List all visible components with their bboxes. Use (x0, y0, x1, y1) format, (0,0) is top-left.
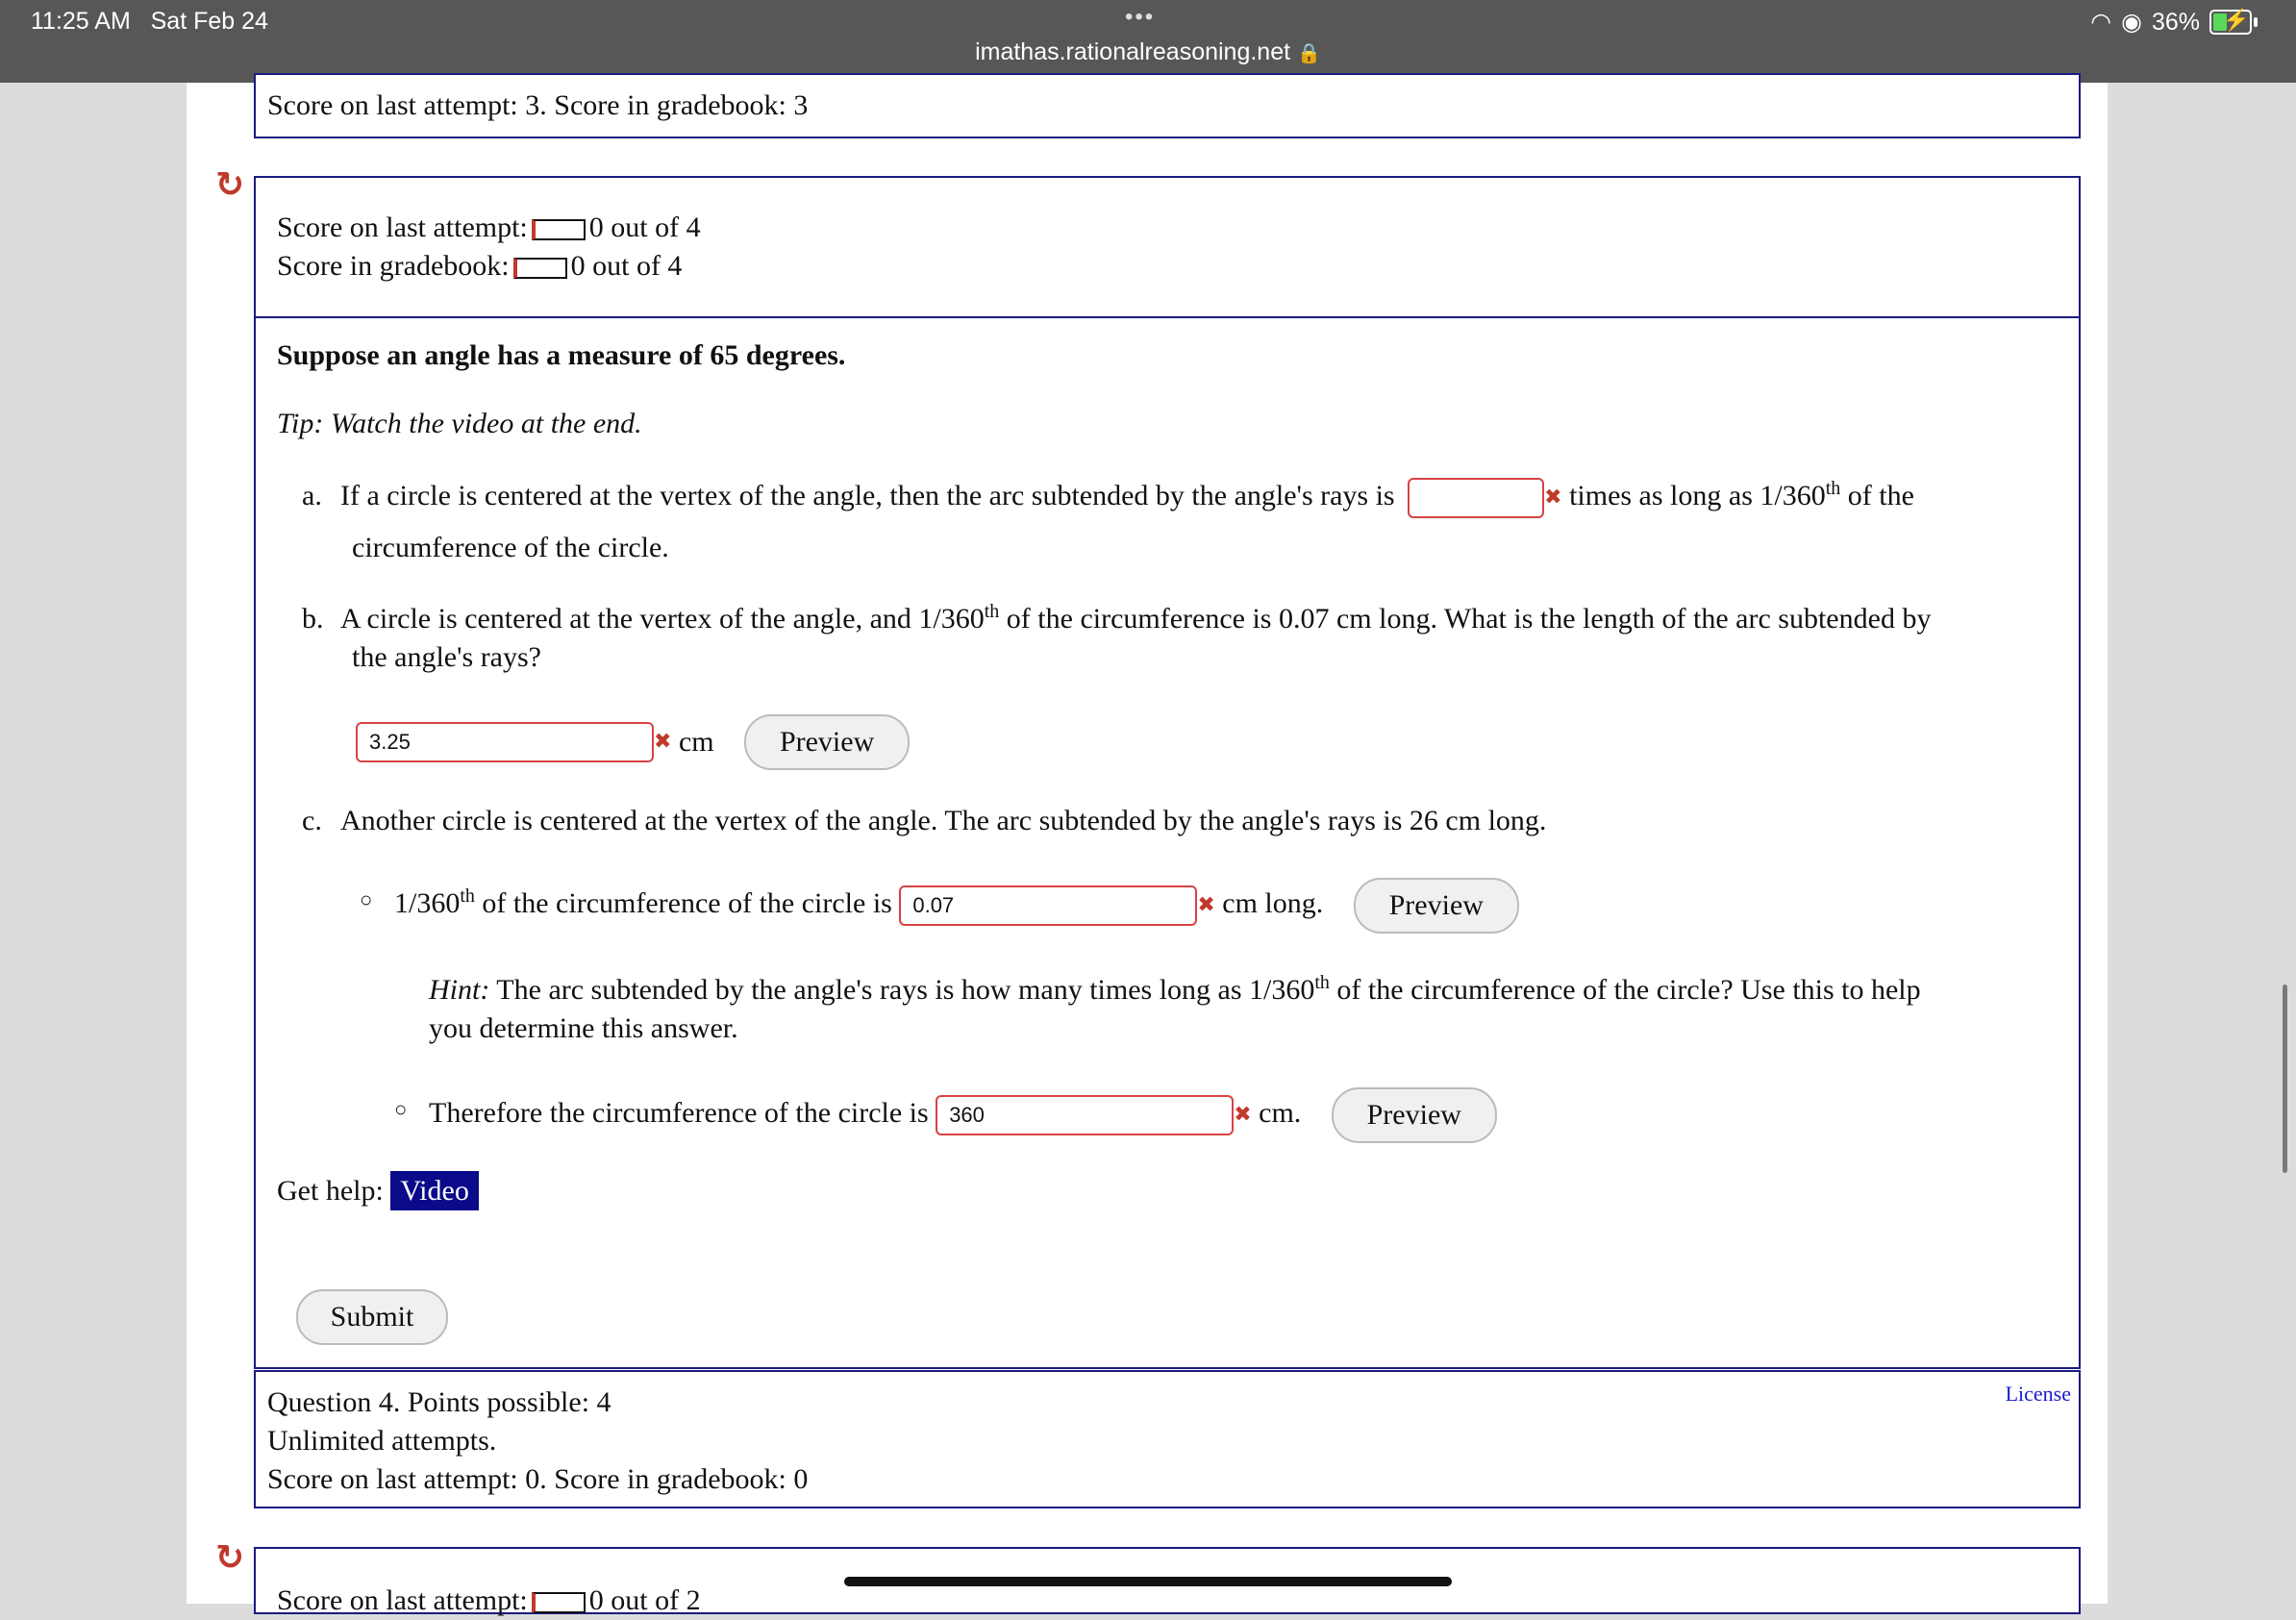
get-help-label: Get help: (277, 1175, 384, 1207)
part-b-line2: the angle's rays? (352, 641, 541, 673)
status-time: 11:25 AM Sat Feb 24 (31, 8, 268, 35)
question-title: Suppose an angle has a measure of 65 degrees. (277, 339, 846, 371)
url-bar[interactable]: imathas.rationalreasoning.net 🔒 (975, 38, 1321, 65)
part-b-answer-row (356, 714, 910, 770)
home-indicator[interactable] (844, 1577, 1452, 1586)
part-c-item1-unit: cm long. (1222, 886, 1324, 919)
part-b (302, 597, 2063, 641)
part-b-text1: A circle is centered at the vertex of the angle, and 1/360 (340, 603, 985, 635)
retry-icon-bottom[interactable]: ↻ (215, 1538, 245, 1578)
part-c-item2-input[interactable]: 360 (936, 1095, 1234, 1135)
part-c-item2-unit: cm. (1259, 1096, 1302, 1129)
battery-percent: 36% (2151, 8, 2200, 36)
hint-text2: of the circumference of the circle? Use this to help (1336, 974, 1921, 1006)
part-a-text-after: times as long as 1/360 (1569, 480, 1826, 511)
hint-sup: th (1314, 972, 1330, 993)
question-body (254, 316, 2081, 1369)
part-b-input[interactable]: 3.25 (356, 722, 654, 762)
orientation-lock-icon: ◉ (2121, 9, 2142, 36)
part-c-marker: c. (302, 805, 322, 836)
part-a-text-end: of the (1847, 480, 1914, 511)
next-q-line1: Question 4. Points possible: 4 (267, 1386, 611, 1418)
part-c-item1-input[interactable]: 0.07 (899, 885, 1197, 926)
hint-label: Hint: (429, 974, 490, 1006)
scrollbar[interactable] (2283, 984, 2287, 1173)
current-score-box (254, 176, 2081, 318)
prev-question-info (254, 73, 2081, 138)
bullet-icon: ○ (394, 1097, 408, 1121)
part-c (302, 799, 2063, 843)
question-tip: Tip: Watch the video at the end. (277, 408, 642, 439)
part-c-item2-text: Therefore the circumference of the circle is (429, 1096, 929, 1129)
next-q-line3: Score on last attempt: 0. Score in gradebook: 0 (267, 1463, 809, 1495)
part-c-item1-sup: th (460, 885, 475, 907)
part-c-item2 (394, 1087, 1497, 1143)
part-a-sup: th (1825, 478, 1841, 499)
score-last-attempt: Score on last attempt: 0 out of 4 (277, 212, 701, 243)
part-a-text: If a circle is centered at the vertex of the angle, then the arc subtended by the angle's rays is (340, 480, 1395, 511)
score-bar (532, 219, 586, 240)
part-c-text: Another circle is centered at the vertex of the angle. The arc subtended by the angle's rays is 26 cm long. (340, 805, 1547, 836)
part-c-item2-preview-button[interactable]: Preview (1332, 1087, 1497, 1143)
part-c-hint-line2: you determine this answer. (429, 1012, 738, 1044)
hint-text1: The arc subtended by the angle's rays is how many times long as 1/360 (496, 974, 1315, 1006)
part-b-text2: of the circumference is 0.07 cm long. What is the length of the arc subtended by (1006, 603, 1932, 635)
status-bar (0, 0, 2296, 83)
part-a-line2: circumference of the circle. (352, 532, 669, 563)
part-a-wrong-icon: ✖ (1544, 486, 1562, 511)
part-c-item1-wrong-icon: ✖ (1197, 893, 1215, 917)
score-gradebook: Score in gradebook: 0 out of 4 (277, 250, 683, 282)
prev-score-line: Score on last attempt: 3. Score in gradebook: 3 (267, 89, 809, 121)
part-a-input[interactable] (1408, 478, 1544, 518)
lock-icon: 🔒 (1297, 43, 1321, 64)
battery-icon: ⚡ (2209, 10, 2252, 35)
part-c-item2-wrong-icon: ✖ (1234, 1103, 1252, 1127)
bullet-icon: ○ (360, 887, 373, 911)
status-right (2090, 8, 2258, 37)
part-a (302, 474, 2063, 520)
next-q-line2: Unlimited attempts. (267, 1425, 497, 1457)
part-b-wrong-icon: ✖ (654, 730, 672, 754)
part-b-marker: b. (302, 603, 324, 635)
gradebook-bar (513, 258, 567, 279)
part-b-unit: cm (678, 726, 714, 758)
next-question-info (254, 1370, 2081, 1508)
license-link[interactable]: License (2005, 1382, 2071, 1406)
part-b-sup: th (984, 601, 1000, 622)
bottom-score-bar (532, 1592, 586, 1613)
part-c-item1 (360, 878, 1519, 934)
bottom-score-last-attempt: Score on last attempt: 0 out of 2 (277, 1584, 701, 1616)
part-b-preview-button[interactable]: Preview (744, 714, 910, 770)
submit-button[interactable]: Submit (296, 1289, 448, 1345)
part-c-item1-post: of the circumference of the circle is (482, 886, 892, 919)
part-c-item1-pre: 1/360 (394, 886, 461, 919)
get-help-row (277, 1172, 479, 1210)
retry-icon[interactable]: ↻ (215, 165, 245, 205)
wifi-icon: ◠ (2090, 9, 2112, 36)
more-dots-icon[interactable]: ••• (1125, 4, 1156, 30)
video-button[interactable]: Video (390, 1171, 479, 1210)
part-c-item1-preview-button[interactable]: Preview (1354, 878, 1519, 934)
part-a-marker: a. (302, 480, 322, 511)
